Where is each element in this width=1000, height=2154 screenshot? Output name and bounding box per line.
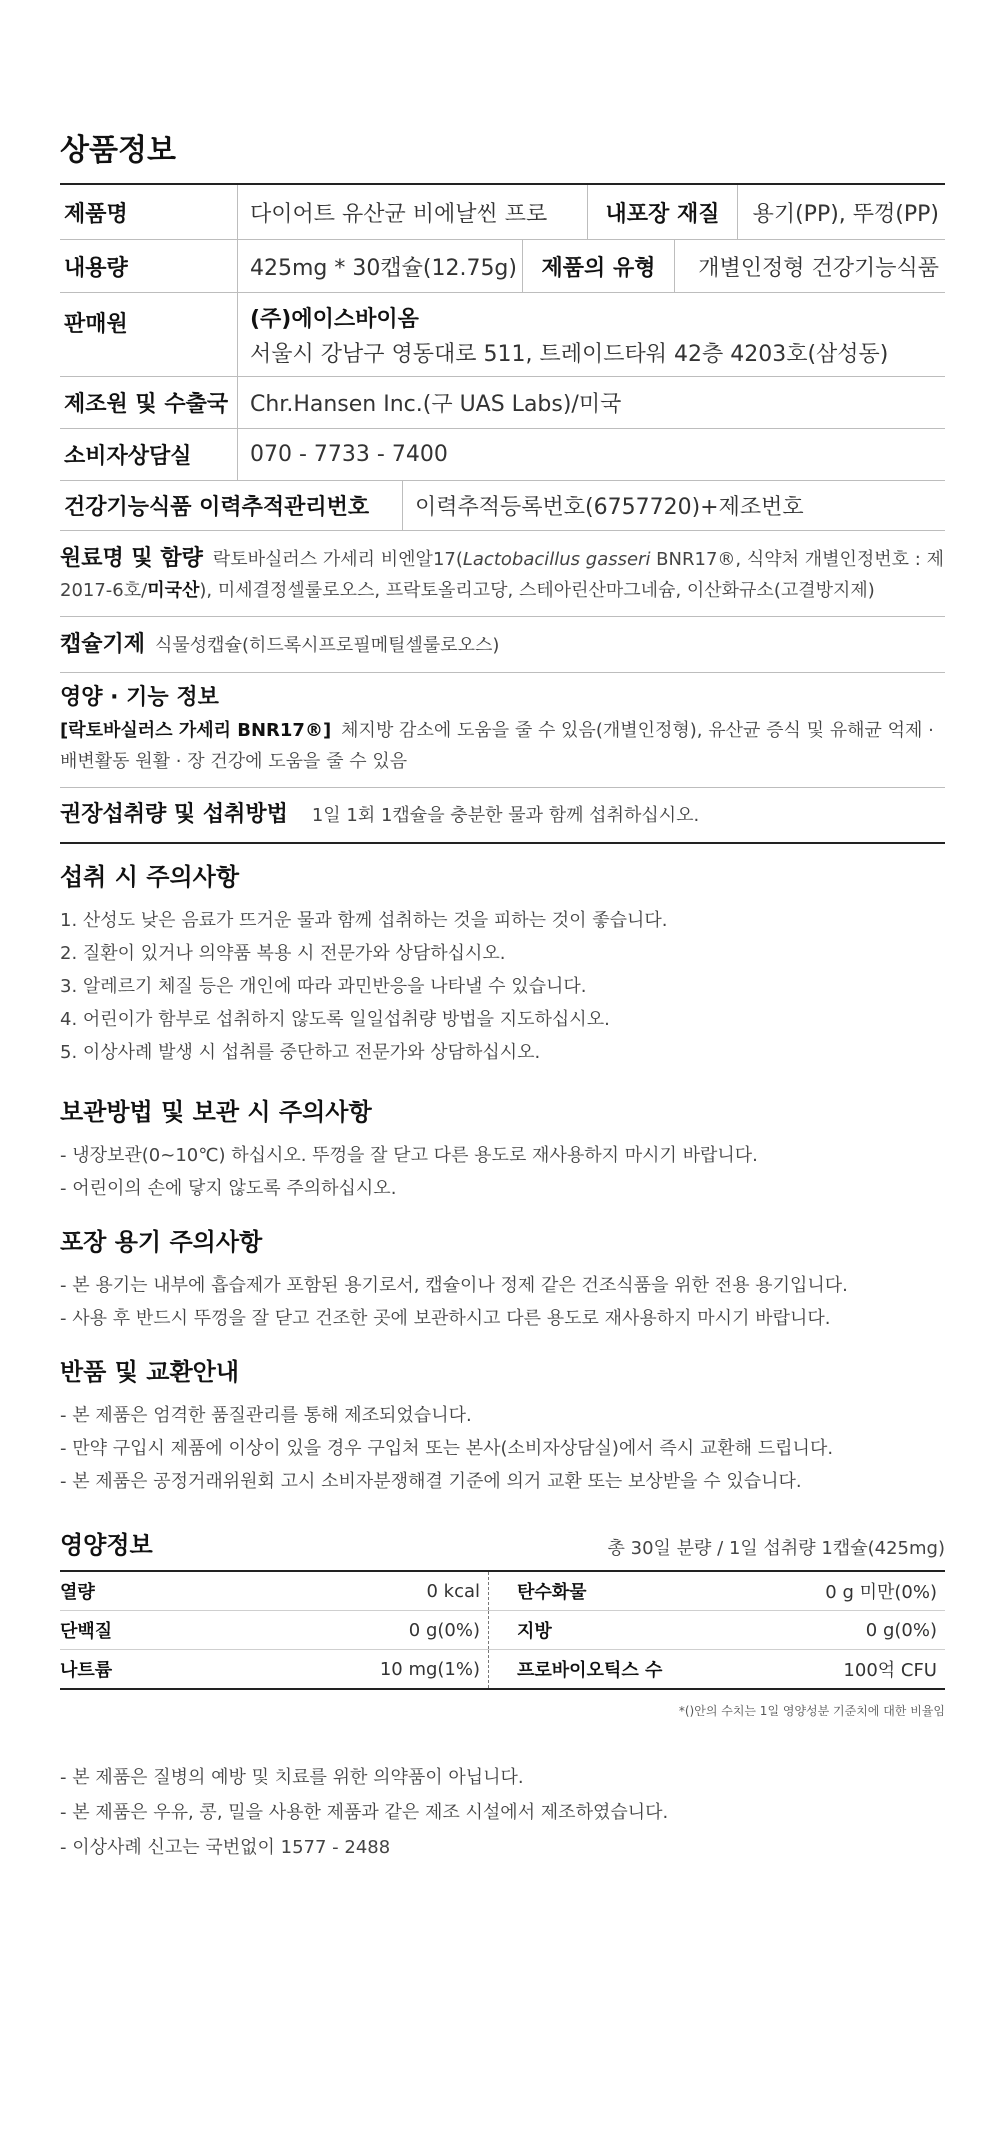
function-subtitle: [락토바실러스 가세리 BNR17®] [60,720,332,741]
refund-item: - 만약 구입시 제품에 이상이 있을 경우 구입처 또는 본사(소비자상담실)에서 즉시 교환해 드립니다. [60,1438,834,1459]
info-row-trace [60,481,945,531]
caution-item: 3. 알레르기 체질 등은 개인에 따라 과민반응을 나타낼 수 있습니다. [60,976,587,997]
notice-item: - 본 제품은 우유, 콩, 밀을 사용한 제품과 같은 제조 시설에서 제조하였습니다. [60,1802,669,1823]
capsule-label: 캡슐기제 [60,631,146,657]
ingredients-text: BNR17®, 식약처 개별인정번호 : 제 2017-6호/ [60,549,944,601]
storage-title: 보관방법 및 보관 시 주의사항 [60,1098,372,1126]
container-section [60,1222,945,1335]
caution-item: 4. 어린이가 함부로 섭취하지 않도록 일일섭취량 방법을 지도하십시오. [60,1009,610,1030]
capsule-value: 식물성캡슐(히드록시프로필메틸셀룰로오스) [155,634,500,656]
nutrient-value: 100억 CFU [843,1660,937,1681]
ingredients-block [60,531,945,616]
storage-item: - 어린이의 손에 닿지 않도록 주의하십시오. [60,1178,397,1199]
caution-section [60,857,945,1069]
info-row-volume [60,240,945,293]
nutrition-row [60,1650,945,1688]
trace-value: 이력추적등록번호(6757720)+제조번호 [402,481,945,530]
function-value: 체지방 감소에 도움을 줄 수 있음(개별인정형), 유산균 증식 및 유해균 억제 · 배변활동 원활 · 장 건강에 도움을 줄 수 있음 [60,720,934,772]
product-name-value: 다이어트 유산균 비에날씬 프로 [237,185,587,239]
nutrition-row [60,1572,945,1611]
notice-list [60,1760,945,1865]
ingredients-text: 락토바실러스 가세리 비엔알17( [212,549,463,570]
nutrition-header [60,1525,945,1570]
seller-value [237,293,945,376]
refund-item: - 본 제품은 공정거래위원회 고시 소비자분쟁해결 기준에 의거 교환 또는 보상받을 수 있습니다. [60,1471,802,1492]
intake-label: 권장섭취량 및 섭취방법 [60,802,288,827]
refund-section [60,1352,945,1498]
function-block [60,673,945,787]
ingredients-text: ), 미세결정셀룰로오스, 프락토올리고당, 스테아린산마그네슘, 이산화규소(고결방지제) [199,580,875,601]
type-label: 제품의 유형 [522,240,674,292]
caution-item: 1. 산성도 낮은 음료가 뜨거운 물과 함께 섭취하는 것을 피하는 것이 좋습니다. [60,910,668,931]
storage-section [60,1092,945,1205]
intake-block [60,799,699,831]
nutrient-value: 0 g(0%) [408,1619,480,1641]
capsule-block [60,629,499,661]
ingredients-label: 원료명 및 함량 [60,546,203,571]
info-row-product [60,185,945,240]
container-item: - 사용 후 반드시 뚜껑을 잘 닫고 건조한 곳에 보관하시고 다른 용도로 재사용하지 마시기 바랍니다. [60,1308,831,1329]
ingredients-italic: Lactobacillus gasseri [462,549,651,570]
product-name-label: 제품명 [64,201,128,227]
consult-value: 070 - 7733 - 7400 [237,429,945,480]
nutrient-name: 프로바이오틱스 수 [517,1660,663,1681]
info-row-function [60,673,945,788]
nutrition-cell [488,1650,945,1688]
packaging-label: 내포장 재질 [587,185,737,239]
nutrition-row [60,1611,945,1650]
nutrient-name: 탄수화물 [517,1582,587,1603]
info-row-ingredients [60,531,945,617]
nutrition-cell [60,1611,488,1649]
page-title: 상품정보 [60,133,176,168]
nutrition-cell [488,1572,945,1610]
volume-value: 425mg * 30캡슐(12.75g) [237,240,522,292]
caution-title: 섭취 시 주의사항 [60,863,239,891]
container-item: - 본 용기는 내부에 흡습제가 포함된 용기로서, 캡슐이나 정제 같은 건조식품을 위한 전용 용기입니다. [60,1275,848,1296]
maker-value: Chr.Hansen Inc.(구 UAS Labs)/미국 [237,377,945,428]
refund-item: - 본 제품은 엄격한 품질관리를 통해 제조되었습니다. [60,1405,472,1426]
nutrient-name: 나트륨 [60,1660,113,1681]
info-row-consult [60,429,945,481]
notice-item: - 본 제품은 질병의 예방 및 치료를 위한 의약품이 아닙니다. [60,1767,524,1788]
nutrition-cell [60,1572,488,1610]
info-row-intake [60,788,945,844]
seller-label: 판매원 [64,312,128,337]
nutrition-title: 영양정보 [60,1531,153,1559]
function-label: 영양 · 기능 정보 [60,685,219,710]
nutrient-value: 0 g 미만(0%) [825,1582,937,1603]
nutrition-table [60,1570,945,1690]
nutrition-cell [60,1650,488,1688]
nutrient-value: 10 mg(1%) [379,1658,480,1680]
nutrition-cell [488,1611,945,1649]
seller-address: 서울시 강남구 영동대로 511, 트레이드타워 42층 4203호(삼성동) [250,341,889,367]
info-row-maker [60,377,945,429]
storage-item: - 냉장보관(0~10℃) 하십시오. 뚜껑을 잘 닫고 다른 용도로 재사용하지 마시기 바랍니다. [60,1145,758,1166]
info-row-seller [60,293,945,377]
seller-name: (주)에이스바이옴 [250,306,419,332]
consult-label: 소비자상담실 [64,444,192,469]
caution-item: 5. 이상사례 발생 시 섭취를 중단하고 전문가와 상담하십시오. [60,1042,541,1063]
maker-label: 제조원 및 수출국 [64,392,229,417]
nutrient-value: 0 kcal [426,1580,480,1602]
ingredients-origin: 미국산 [147,580,200,601]
caution-item: 2. 질환이 있거나 의약품 복용 시 전문가와 상담하십시오. [60,943,506,964]
intake-value: 1일 1회 1캡슐을 충분한 물과 함께 섭취하십시오. [311,805,700,826]
nutrient-name: 지방 [517,1621,552,1642]
nutrient-name: 단백질 [60,1621,113,1642]
nutrition-serving: 총 30일 분량 / 1일 섭취량 1캡슐(425mg) [607,1538,945,1559]
notice-item: - 이상사례 신고는 국번없이 1577 - 2488 [60,1837,391,1858]
nutrient-name: 열량 [60,1582,95,1603]
product-info-table [60,183,945,844]
container-title: 포장 용기 주의사항 [60,1228,263,1256]
nutrient-value: 0 g(0%) [865,1619,937,1641]
nutrition-footnote: *()안의 수치는 1일 영양성분 기준치에 대한 비율임 [678,1704,945,1718]
info-row-capsule [60,617,945,673]
type-value: 개별인정형 건강기능식품 [674,240,945,292]
volume-label: 내용량 [64,255,128,281]
trace-label: 건강기능식품 이력추적관리번호 [64,495,370,520]
packaging-value: 용기(PP), 뚜껑(PP) [737,185,945,239]
nutrition-section [60,1525,945,1719]
refund-title: 반품 및 교환안내 [60,1358,239,1386]
